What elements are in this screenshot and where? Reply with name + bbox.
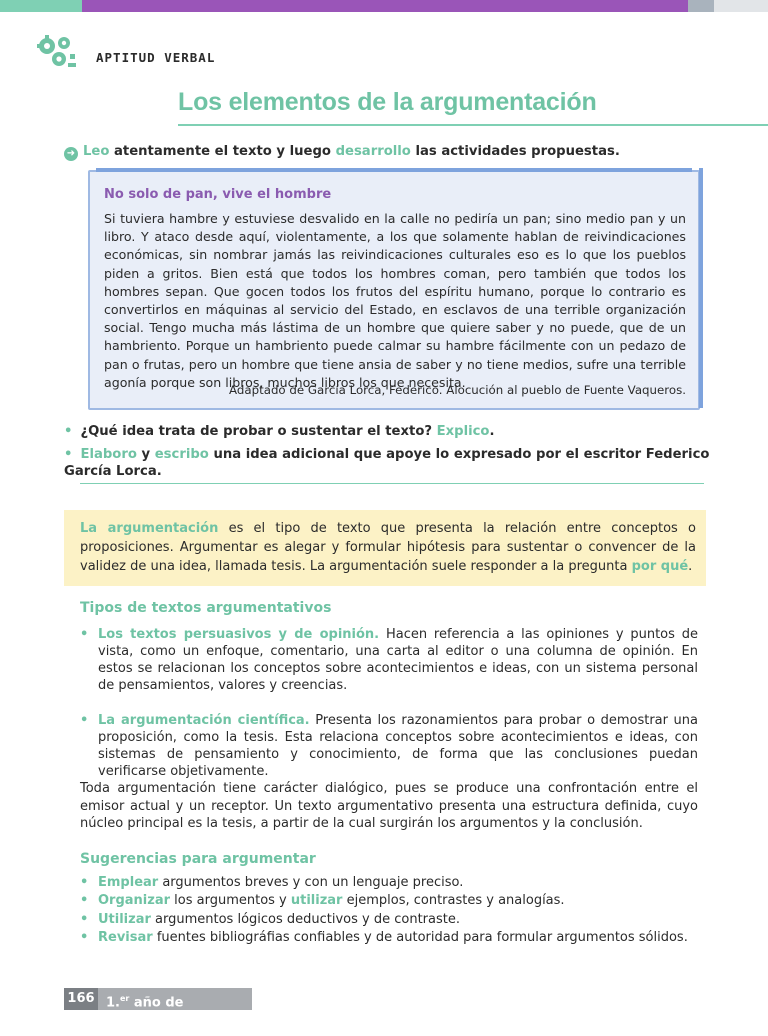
bullet-icon: • [80, 893, 89, 909]
list-item-verb: Emplear [98, 875, 159, 890]
list-item [80, 911, 698, 929]
instruction [64, 144, 620, 161]
question-1-text: ¿Qué idea trata de probar o sustentar el texto? [80, 424, 437, 439]
question-2-text: una idea adicional que apoye lo expresado por el escritor Federico García Lorca. [64, 447, 710, 479]
list-item [80, 712, 698, 780]
list-item-term: La argumentación científica. [98, 713, 310, 728]
top-bar-light-segment [714, 0, 768, 12]
reading-title: No solo de pan, vive el hombre [104, 187, 332, 202]
instruction-text-2: las actividades propuestas. [410, 144, 620, 159]
definition-term: La argumentación [80, 521, 219, 536]
list-item-verb: Organizar [98, 893, 171, 909]
section-label: APTITUD VERBAL [96, 50, 216, 65]
bullet-icon: • [80, 713, 89, 728]
definition-highlight: por qué [631, 559, 689, 574]
question-2 [64, 446, 724, 480]
questions-list [64, 423, 724, 486]
instruction-text-1: atentamente el texto y luego [109, 144, 336, 159]
types-list [80, 626, 698, 780]
list-item-term: Los textos persuasivos y de opinión. [98, 627, 380, 642]
list-item-verb: Revisar [98, 930, 153, 946]
page-number: 166 [64, 988, 98, 1010]
bullet-icon: • [80, 627, 89, 642]
definition-text-1: es el tipo de texto que presenta la relación entre conceptos o proposiciones. Argumentar es alegar y formular hipótesis para sustentar o convencer de la validez de una idea, llamada tesis. La argumentación suele responder a la pregunta [80, 521, 696, 574]
bullet-icon: • [80, 875, 89, 890]
question-1-end: . [489, 424, 495, 439]
reading-body: Si tuviera hambre y estuviese desvalido en la calle no pediría un pan; sino medio pan y un libro. Y ataco desde aquí, violentamente, a los que solamente hablan de reivindicaciones económicas, sin nombrar jamás las reivindicaciones culturales eso es lo que los pueblos piden a gritos. Bien está que todos los hombres coman, pero también que todos los hombres sepan. Que gocen todos los frutos del espíritu humano, porque lo contrario es convertirlos en máquinas al servicio del Estado, en esclavos de una terrible organización social. Tengo mucha más lástima de un hombre que quiere saber y no puede, que de un hambriento. Porque un hambriento puede calmar su hambre fácilmente con un pedazo de pan o frutas, pero un hombre que tiene ansia de saber y no tiene medios, sufre una terrible agonía porque son libros, muchos libros los que necesita. [104, 211, 686, 390]
reading-source: Adaptado de García Lorca, Federico. Alocución al pueblo de Fuente Vaqueros. [229, 383, 686, 397]
definition-text [80, 519, 696, 576]
reading-box-top-accent [96, 168, 692, 172]
list-item [80, 929, 698, 947]
list-item-verb-2: utilizar [290, 893, 343, 909]
bullet-icon: • [80, 930, 89, 946]
answer-line [80, 483, 704, 484]
title-underline [178, 124, 768, 126]
list-item-text: los argumentos y [170, 893, 291, 909]
question-2-mid: y [136, 447, 155, 462]
reading-box-right-accent [699, 168, 703, 408]
list-item-text: Hacen referencia a las opiniones y puntos de vista, como un enfoque, comentario, una carta al editor o una columna de opinión. En estos se relacionan los conceptos sobre acontecimientos e ideas, con un sistema personal de pensamientos, valores y creencias. [98, 627, 698, 693]
grade-ordinal: er [119, 994, 130, 1003]
bullet-icon: • [64, 424, 73, 439]
list-item [80, 892, 698, 910]
top-bar-purple-segment [82, 0, 688, 12]
instruction-verb-1: Leo [83, 144, 110, 159]
bullet-icon: • [80, 911, 89, 927]
question-2-verb-1: Elaboro [80, 447, 137, 462]
definition-text-2: . [688, 559, 693, 574]
page-title: Los elementos de la argumentación [178, 88, 597, 116]
question-1 [64, 423, 724, 440]
suggestions-heading: Sugerencias para argumentar [80, 851, 316, 867]
grade-label [106, 988, 252, 1033]
top-bar-gray-segment [688, 0, 714, 12]
top-bar-green-segment [0, 0, 82, 12]
list-item-text: Presenta los razonamientos para probar o demostrar una proposición, como la tesis. Esta relaciona conceptos sobre acontecimientos e ideas, con sistemas de pensamiento y conocimiento, de forma que las conclusiones puedan verificarse objetivamente. [98, 713, 698, 779]
list-item [80, 874, 698, 892]
grade-number: 1. [106, 995, 120, 1011]
list-item [80, 626, 698, 694]
list-item-text: argumentos lógicos deductivos y de contraste. [150, 911, 460, 927]
question-2-verb-2: escribo [154, 447, 209, 462]
gears-icon [34, 34, 78, 68]
bullet-icon: • [64, 447, 73, 462]
grade-text: año de secundaria [106, 995, 187, 1033]
suggestions-list [80, 874, 698, 948]
top-color-bar [0, 0, 768, 12]
list-item-text: fuentes bibliográfias confiables y de autoridad para formular argumentos sólidos. [152, 930, 688, 946]
list-item-text: argumentos breves y con un lenguaje preciso. [158, 875, 464, 890]
question-1-verb: Explico [436, 424, 490, 439]
list-item-verb: Utilizar [98, 911, 151, 927]
types-heading: Tipos de textos argumentativos [80, 600, 332, 616]
body-paragraph: Toda argumentación tiene carácter dialógico, pues se produce una confrontación entre el emisor actual y un receptor. Un texto argumentativo presenta una estructura definida, cuyo núcleo principal es la tesis, a partir de la cual surgirán los argumentos y la conclusión. [80, 781, 698, 832]
page-footer [64, 988, 252, 1033]
arrow-right-icon: ➜ [64, 147, 78, 161]
list-item-text-2: ejemplos, contrastes y analogías. [342, 893, 565, 909]
instruction-verb-2: desarrollo [335, 144, 411, 159]
